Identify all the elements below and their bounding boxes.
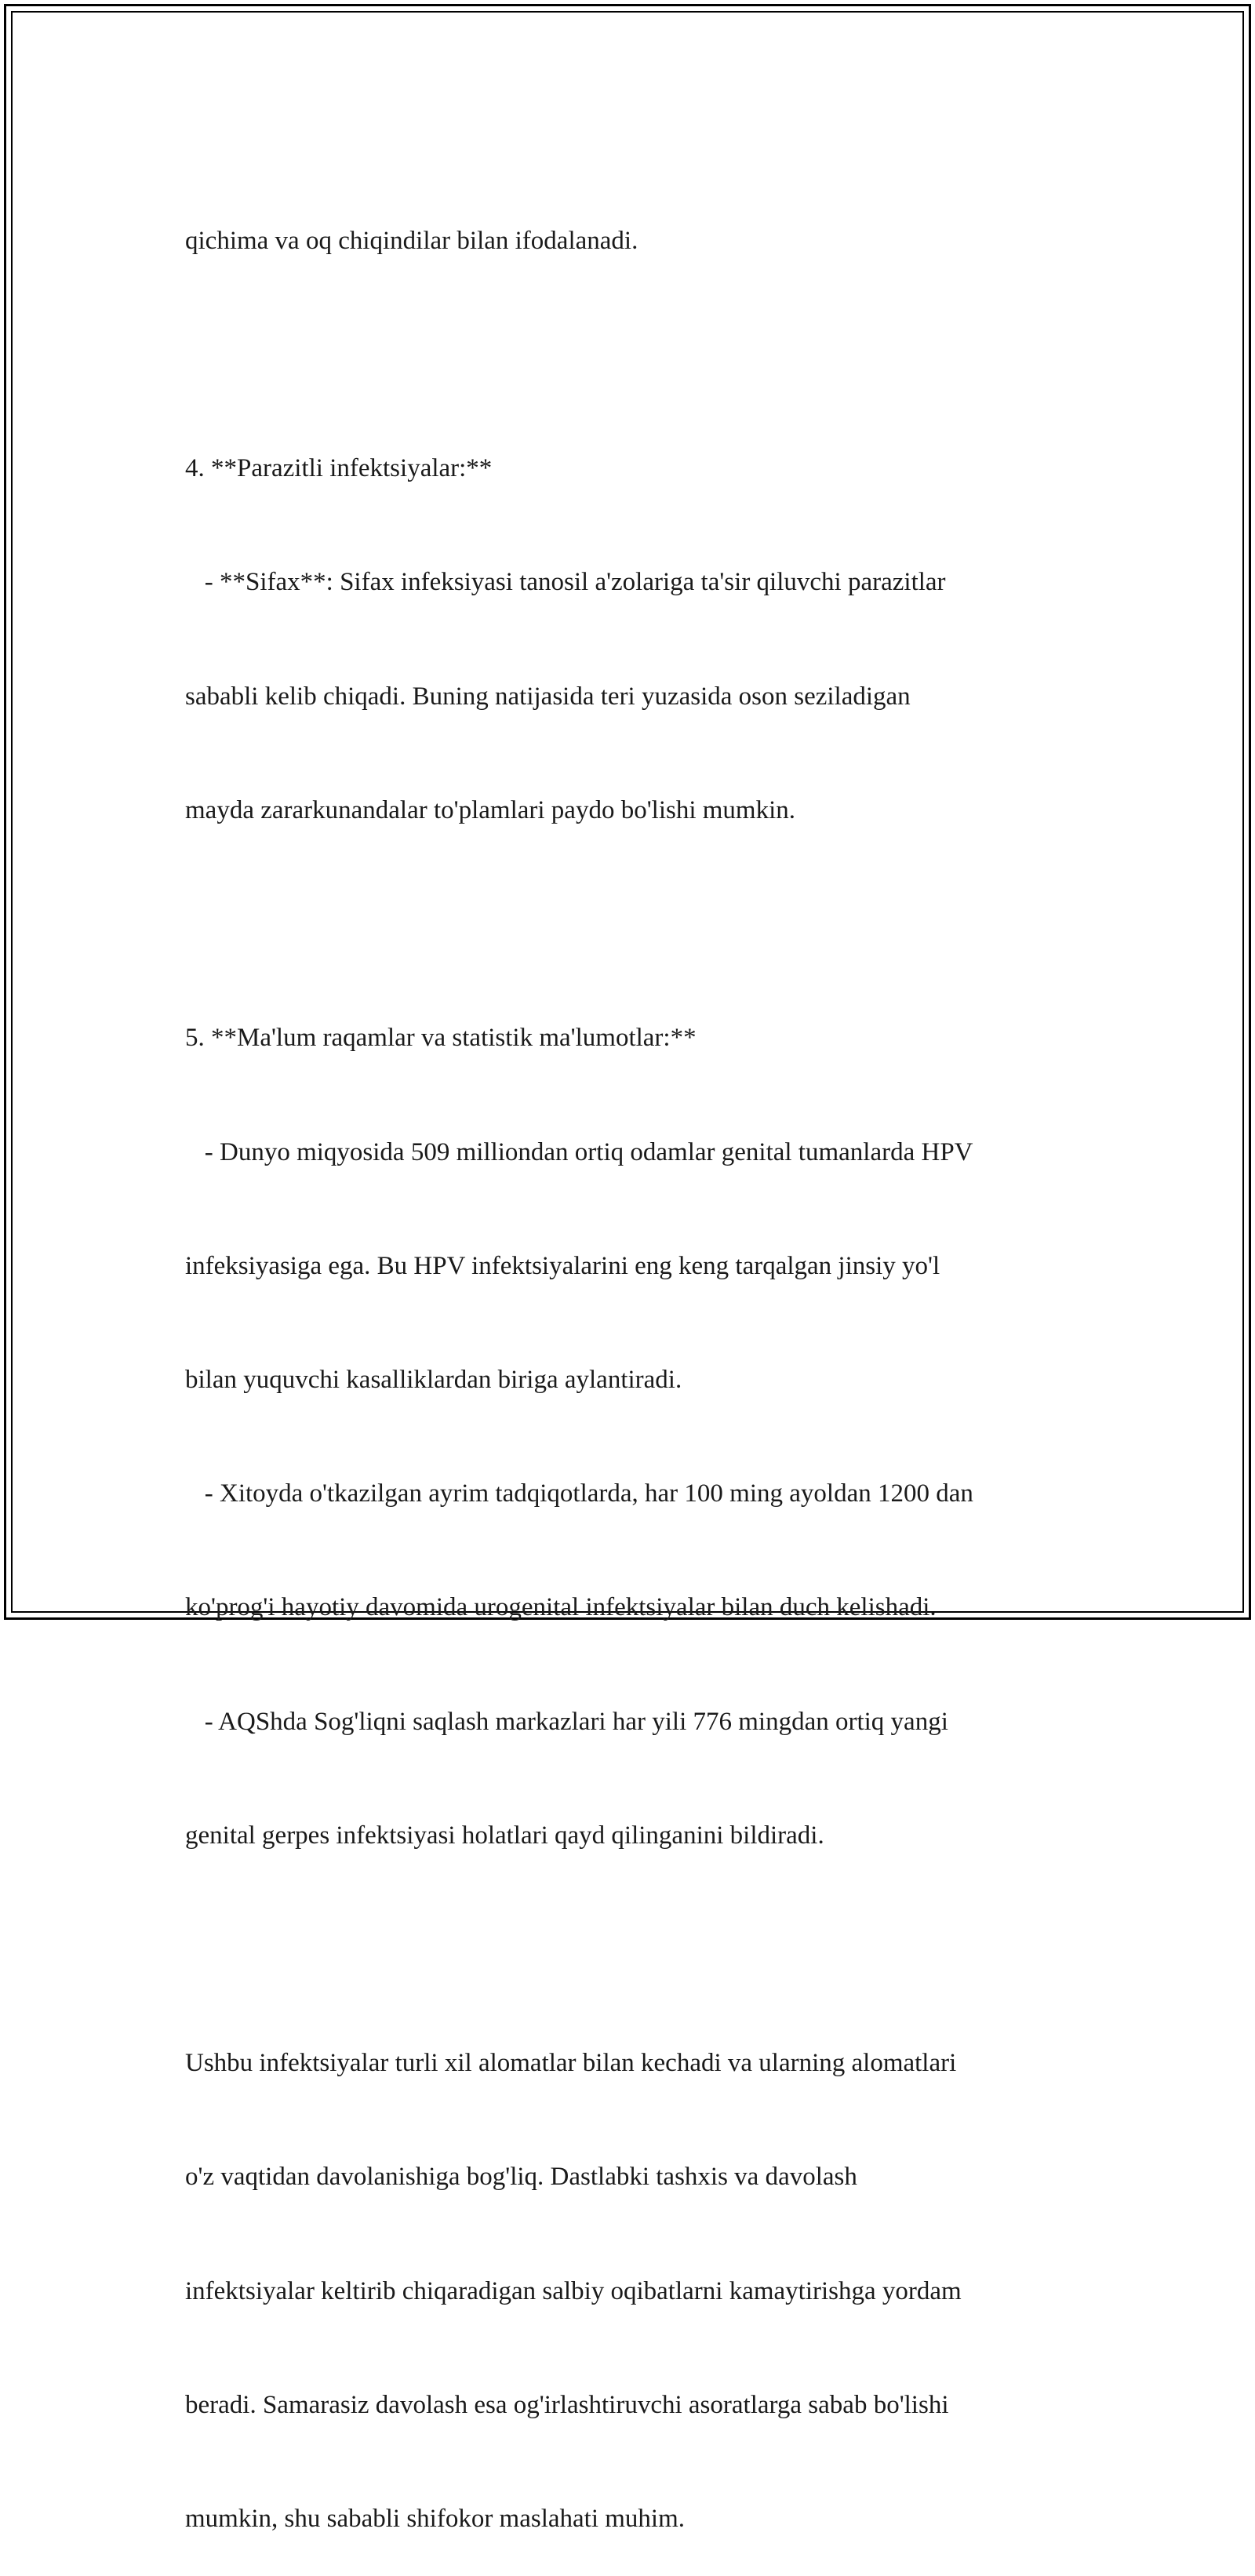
text-line: - Dunyo miqyosida 509 milliondan ortiq odamlar genital tumanlarda HPV [185,1137,973,1166]
text-line: - AQShda Sog'liqni saqlash markazlari har yili 776 mingdan ortiq yangi [185,1707,948,1736]
text-line: - Xitoyda o'tkazilgan ayrim tadqiqotlarda, har 100 ming ayoldan 1200 dan [185,1479,973,1508]
text-line: sababli kelib chiqadi. Buning natijasida teri yuzasida oson seziladigan [185,682,911,711]
text-line: Ushbu infektsiyalar turli xil alomatlar bilan kechadi va ularning alomatlari [185,2049,957,2078]
blank-line [185,336,1079,373]
text-line: o'z vaqtidan davolanishiga bog'liq. Dastlabki tashxis va davolash [185,2163,857,2192]
blank-line [185,1930,1079,1968]
section-heading-parasitic: 4. **Parazitli infektsiyalar:** [185,454,493,483]
text-line: ko'prog'i hayotiy davomida urogenital infektsiyalar bilan duch kelishadi. [185,1593,937,1622]
text-line: bilan yuquvchi kasalliklardan biriga aylantiradi. [185,1365,682,1394]
text-line: qichima va oq chiqindilar bilan ifodalanadi. [185,226,638,255]
text-line: genital gerpes infektsiyasi holatlari qayd qilinganini bildiradi. [185,1821,824,1850]
text-line: infektsiyalar keltirib chiqaradigan salbiy oqibatlarni kamaytirishga yordam [185,2276,962,2305]
text-line: infeksiyasiga ega. Bu HPV infektsiyalarini eng keng tarqalgan jinsiy yo'l [185,1251,940,1280]
blank-line [185,905,1079,943]
text-line: mumkin, shu sababli shifokor maslahati muhim. [185,2505,686,2534]
text-line: mayda zararkunandalar to'plamlari paydo bo'lishi mumkin. [185,795,795,824]
section-heading-statistics: 5. **Ma'lum raqamlar va statistik ma'lumotlar:** [185,1024,697,1053]
document-body [185,146,1079,2576]
text-line: beradi. Samarasiz davolash esa og'irlashtiruvchi asoratlarga sabab bo'lishi [185,2390,949,2419]
text-line: - **Sifax**: Sifax infeksiyasi tanosil a'zolariga ta'sir qiluvchi parazitlar [185,568,946,597]
